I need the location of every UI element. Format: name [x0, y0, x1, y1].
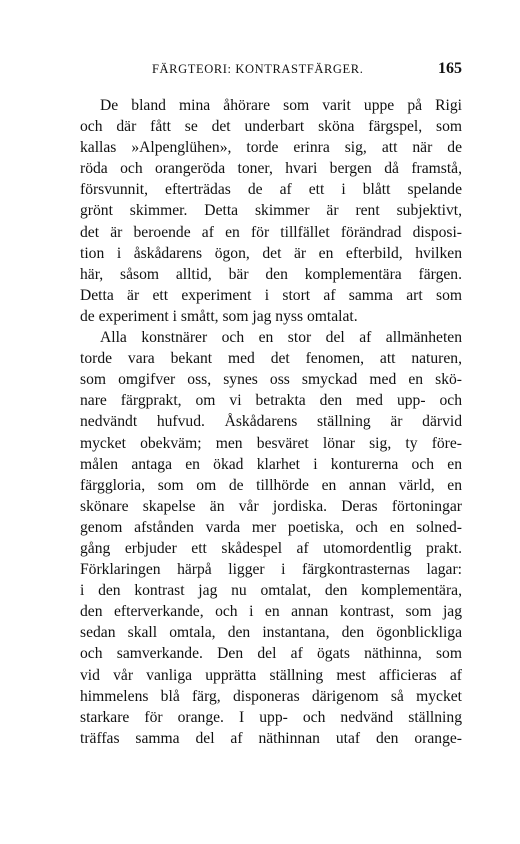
text-line: kallas »Alpenglühen», torde erinra sig, att när de — [80, 139, 462, 157]
text-line: sedan skall omtala, den instantana, den ögonblickliga — [80, 624, 462, 642]
running-header — [80, 62, 462, 82]
text-line: försvunnit, efterträdas de af ett i blått spelande — [80, 181, 462, 199]
text-line: målen antaga en ökad klarhet i konturerna och en — [80, 455, 462, 473]
text-line: nedvändt hufvud. Åskådarens ställning är därvid — [80, 413, 462, 431]
text-line: och samverkande. Den del af ögats näthinna, som — [80, 645, 462, 663]
text-line: den efterverkande, och i en annan kontrast, som jag — [80, 603, 462, 621]
text-line: gång erbjuder ett skådespel af utomordentlig prakt. — [80, 539, 462, 557]
text-line: tion i åskådarens ögon, det är en efterbild, hvilken — [80, 244, 462, 262]
body-text — [80, 95, 462, 749]
text-line: torde vara bekant med det fenomen, att naturen, — [80, 350, 462, 368]
text-line: här, såsom alltid, bär den komplementära färgen. — [80, 265, 462, 283]
text-line: som omgifver oss, synes oss smyckad med en skö- — [80, 371, 462, 389]
text-line: Alla konstnärer och en stor del af allmänheten — [100, 329, 462, 347]
text-line: de experiment i smått, som jag nyss omtalat. — [80, 307, 358, 325]
text-line: mycket obekväm; men besväret lönar sig, ty före- — [80, 434, 462, 452]
text-line: grönt skimmer. Detta skimmer är rent subjektivt, — [80, 202, 462, 220]
text-line: nare färgprakt, om vi betrakta den med upp- och — [80, 392, 462, 410]
text-line: Detta är ett experiment i stort af samma art som — [80, 286, 462, 304]
text-line: i den kontrast jag nu omtalat, den komplementära, — [80, 582, 462, 600]
text-line: röda och orangeröda toner, hvari bergen då framstå, — [80, 160, 462, 178]
text-line: vid vår vanliga upprätta ställning mest afficieras af — [80, 666, 462, 684]
running-header-title: FÄRGTEORI: KONTRASTFÄRGER. — [152, 62, 364, 76]
text-line: skönare skapelse än vår jordiska. Deras förtoningar — [80, 497, 462, 515]
text-line: det är beroende af en för tillfället förändrad disposi- — [80, 223, 462, 241]
text-line: träffas samma del af näthinnan utaf den orange- — [80, 729, 462, 747]
text-line: färggloria, som om de tillhörde en annan värld, en — [80, 476, 462, 494]
text-line: genom afstånden varda mer poetiska, och en solned- — [80, 518, 462, 536]
page-number: 165 — [438, 60, 462, 77]
text-line: De bland mina åhörare som varit uppe på Rigi — [100, 97, 462, 114]
text-line: och där fått se det underbart sköna färgspel, som — [80, 118, 462, 136]
text-line: himmelens blå färg, disponeras därigenom så mycket — [80, 687, 462, 705]
text-line: Förklaringen härpå ligger i färgkontrasternas lagar: — [80, 561, 462, 579]
text-line: starkare för orange. I upp- och nedvänd ställning — [80, 708, 462, 726]
